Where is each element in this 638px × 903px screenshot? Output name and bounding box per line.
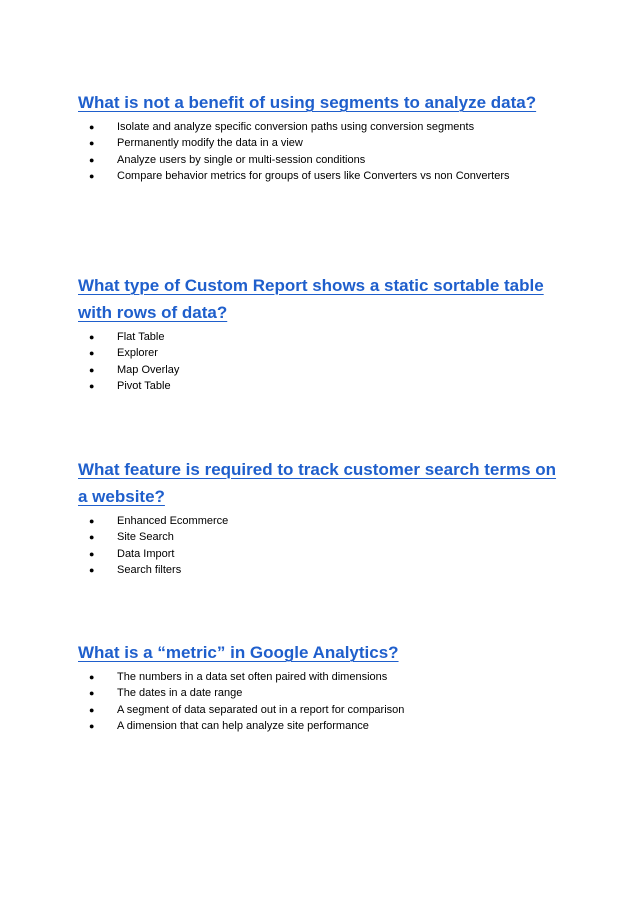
answer-option	[78, 718, 558, 734]
answer-option	[78, 702, 558, 718]
answer-text: Pivot Table	[117, 379, 171, 392]
answer-text: Permanently modify the data in a view	[117, 137, 303, 150]
answer-text: The numbers in a data set often paired with dimensions	[117, 671, 388, 683]
answer-option	[78, 362, 558, 378]
bullet-icon: ●	[89, 170, 95, 181]
question-4	[78, 639, 558, 734]
answer-option	[78, 152, 558, 168]
answer-text: Site Search	[117, 531, 174, 544]
bullet-icon: ●	[89, 672, 95, 682]
answer-text: Data Import	[117, 547, 175, 560]
question-title[interactable]: What type of Custom Report shows a static sortable table with rows of data?	[78, 276, 544, 322]
answer-text: Isolate and analyze specific conversion paths using conversion segments	[117, 121, 475, 133]
bullet-icon: ●	[89, 688, 95, 699]
answer-list	[78, 329, 558, 394]
bullet-icon: ●	[89, 364, 95, 375]
bullet-icon: ●	[89, 332, 95, 342]
answer-list	[78, 669, 558, 734]
answer-option	[78, 168, 558, 184]
answer-text: A dimension that can help analyze site performance	[117, 719, 369, 732]
question-2	[78, 272, 558, 394]
answer-option	[78, 685, 558, 701]
bullet-icon: ●	[89, 138, 95, 149]
bullet-icon: ●	[89, 122, 95, 132]
bullet-icon: ●	[89, 516, 95, 526]
answer-list	[78, 119, 558, 184]
question-title[interactable]: What feature is required to track customer search terms on a website?	[78, 460, 557, 506]
answer-option	[78, 513, 558, 529]
answer-list	[78, 513, 558, 578]
bullet-icon: ●	[89, 154, 95, 165]
question-title[interactable]: What is a “metric” in Google Analytics?	[78, 643, 399, 662]
bullet-icon: ●	[89, 704, 95, 715]
answer-option	[78, 529, 558, 545]
bullet-icon: ●	[89, 548, 95, 559]
answer-text: Analyze users by single or multi-session conditions	[117, 153, 366, 166]
bullet-icon: ●	[89, 532, 95, 543]
answer-option	[78, 546, 558, 562]
answer-text: Explorer	[117, 347, 158, 360]
question-1	[78, 89, 558, 184]
question-3	[78, 456, 558, 578]
answer-text: Search filters	[117, 563, 182, 576]
answer-text: Map Overlay	[117, 363, 180, 376]
answer-option	[78, 562, 558, 578]
answer-text: The dates in a date range	[117, 687, 243, 700]
answer-text: Flat Table	[117, 331, 165, 343]
bullet-icon: ●	[89, 564, 95, 575]
bullet-icon: ●	[89, 720, 95, 731]
answer-option	[78, 345, 558, 361]
bullet-icon: ●	[89, 348, 95, 359]
answer-text: Compare behavior metrics for groups of users like Converters vs non Converters	[117, 169, 510, 182]
question-title[interactable]: What is not a benefit of using segments to analyze data?	[78, 93, 537, 112]
answer-text: Enhanced Ecommerce	[117, 515, 229, 527]
answer-option	[78, 669, 558, 685]
answer-option	[78, 119, 558, 135]
bullet-icon: ●	[89, 380, 95, 391]
answer-option	[78, 329, 558, 345]
answer-text: A segment of data separated out in a report for comparison	[117, 703, 405, 716]
answer-option	[78, 135, 558, 151]
answer-option	[78, 378, 558, 394]
